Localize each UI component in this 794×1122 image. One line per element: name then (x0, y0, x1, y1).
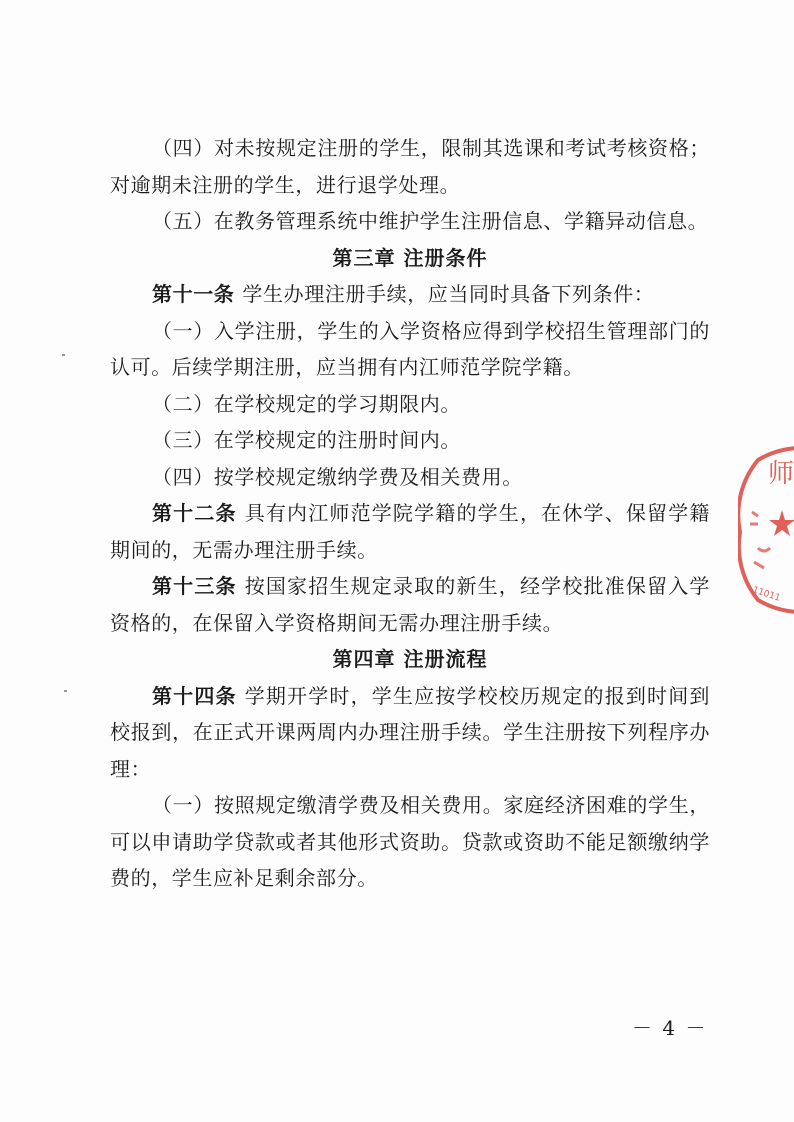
article-11-text: 学生办理注册手续，应当同时具备下列条件： (242, 282, 655, 306)
seal-char: 师 (768, 459, 794, 489)
chapter-4-heading: 第四章 注册流程 (332, 647, 488, 671)
paragraph-clause-4: （四）对未按规定注册的学生，限制其选课和考试考核资格；对逾期未注册的学生，进行退学处理。 (110, 136, 710, 197)
document-body (110, 130, 710, 897)
condition-3: （三）在学校规定的注册时间内。 (152, 428, 461, 452)
scan-speck (62, 354, 65, 356)
condition-4: （四）按学校规定缴纳学费及相关费用。 (152, 464, 523, 489)
article-13 (110, 568, 710, 641)
step-1: （一）按照规定缴清学费及相关费用。家庭经济困难的学生，可以申请助学贷款或者其他形式资助。贷款或资助不能足额缴纳学费的，学生应补足剩余部分。 (110, 793, 710, 890)
paragraph-clause-5: （五）在教务管理系统中维护学生注册信息、学籍异动信息。 (152, 209, 709, 233)
article-14 (110, 678, 710, 788)
article-12-text: 具有内江师范学院学籍的学生，在休学、保留学籍期间的，无需办理注册手续。 (110, 501, 710, 562)
article-14-label: 第十四条 (152, 683, 237, 708)
seal-digits: 11011 (751, 585, 782, 604)
article-12 (110, 495, 710, 568)
chapter-3-heading: 第三章 注册条件 (332, 245, 488, 270)
article-11 (110, 276, 710, 313)
article-12-label: 第十二条 (152, 501, 237, 525)
article-13-text: 按国家招生规定录取的新生，经学校批准保留入学资格的，在保留入学资格期间无需办理注册手续。 (110, 574, 710, 635)
article-14-text: 学期开学时，学生应按学校校历规定的报到时间到校报到，在正式开课两周内办理注册手续。学生注册按下列程序办理： (110, 683, 710, 781)
condition-2: （二）在学校规定的学习期限内。 (152, 391, 461, 416)
condition-1: （一）入学注册，学生的入学资格应得到学校招生管理部门的认可。后续学期注册，应当拥有内江师范学院学籍。 (110, 318, 710, 379)
article-13-label: 第十三条 (152, 574, 237, 598)
official-seal (738, 440, 794, 620)
scan-speck (64, 690, 67, 692)
page-number: － 4 － (632, 1016, 708, 1040)
article-11-label: 第十一条 (152, 282, 235, 306)
